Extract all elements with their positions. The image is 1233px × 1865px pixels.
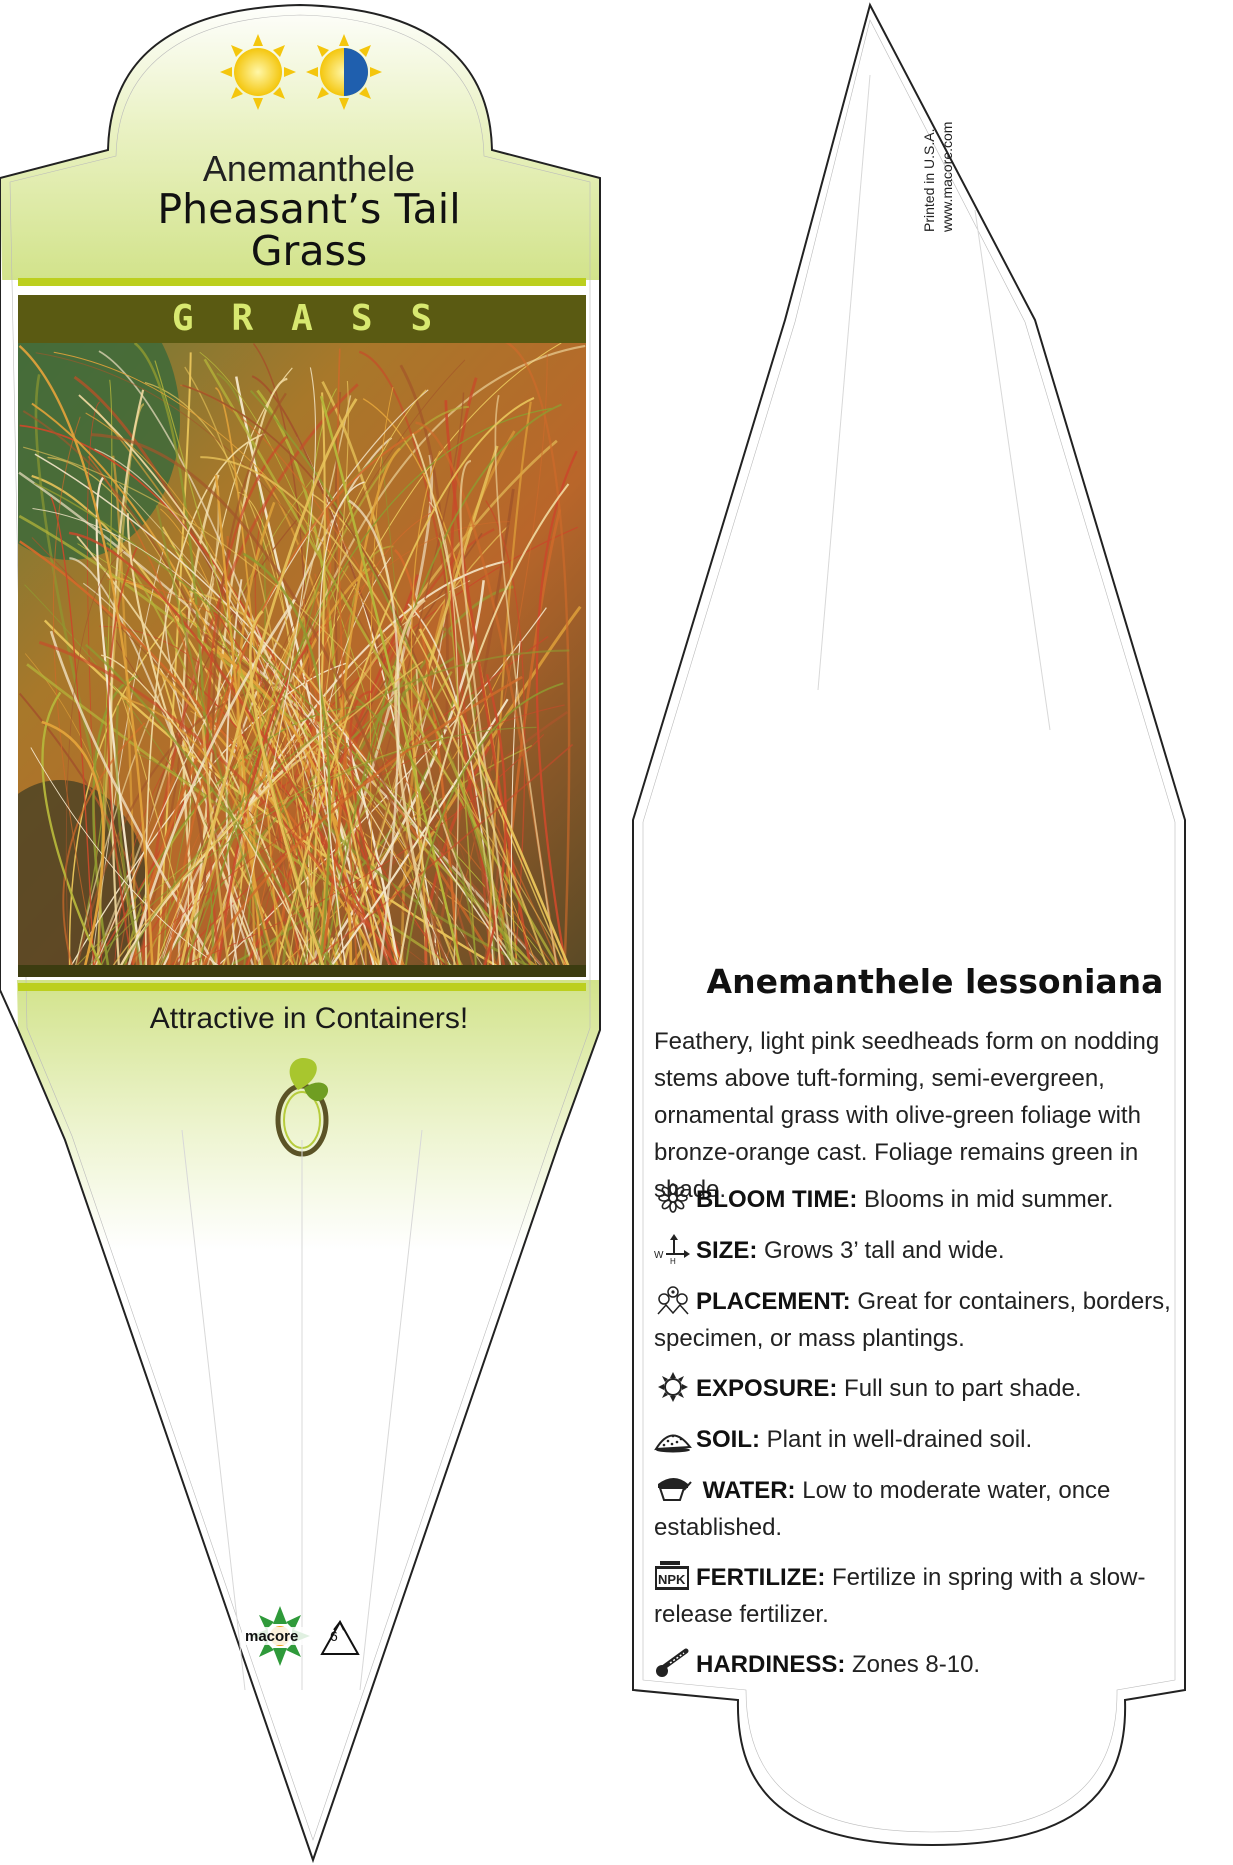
attr-value: Zones 8-10. [852, 1651, 981, 1678]
svg-text:H: H [670, 1257, 676, 1264]
sun-icon [654, 1372, 692, 1402]
attr-placement [654, 1283, 1224, 1357]
attr-label: PLACEMENT: [696, 1288, 851, 1315]
plant-description: Feathery, light pink seedheads form on nodding stems above tuft-forming, semi-evergreen, ornamental grass with olive-green foliage with bronze-orange cast. Foliage remains green in shade. [654, 1028, 1160, 1203]
attr-bloom-time [654, 1181, 1224, 1218]
attr-hardiness [654, 1646, 1224, 1683]
attr-value: Grows 3’ tall and wide. [764, 1237, 1005, 1264]
part-shade-icon [306, 34, 382, 110]
category-label: GRASS [171, 298, 471, 339]
thermometer-icon [654, 1648, 692, 1678]
attr-label: WATER: [702, 1477, 796, 1504]
size-arrows-icon [654, 1234, 692, 1264]
common-name-line2: Grass [250, 227, 368, 275]
recycle-code: 6 [330, 1628, 338, 1644]
botanical-name: Anemanthele lessoniana [706, 962, 1164, 1001]
attr-soil [654, 1421, 1224, 1458]
npk-icon [654, 1561, 692, 1591]
attr-label: FERTILIZE: [696, 1564, 826, 1591]
attr-fertilize [654, 1559, 1224, 1633]
printed-line2: www.macore.com [939, 121, 955, 232]
soil-pile-icon [654, 1423, 692, 1453]
attr-value: Full sun to part shade. [844, 1375, 1082, 1402]
printed-in-note [920, 122, 956, 232]
watering-can-icon [654, 1474, 692, 1504]
front-tag [0, 0, 600, 1865]
feature-tagline: Attractive in Containers! [149, 1002, 469, 1035]
common-name [18, 185, 600, 275]
full-sun-icon [220, 34, 296, 110]
attr-value: Great for containers, borders, specimen, or mass plantings. [654, 1288, 1171, 1352]
attr-value: Fertilize in spring with a slow-release fertilizer. [654, 1564, 1146, 1628]
attr-label: HARDINESS: [696, 1651, 846, 1678]
printed-line1: Printed in U.S.A. [921, 128, 937, 232]
attr-value: Low to moderate water, once established. [654, 1477, 1111, 1541]
attr-exposure [654, 1370, 1224, 1407]
brand-name: macore [245, 1628, 299, 1645]
attr-label: EXPOSURE: [696, 1375, 838, 1402]
plants-icon [654, 1285, 692, 1315]
attr-label: SIZE: [696, 1237, 758, 1264]
attr-water [654, 1472, 1224, 1546]
genus-name: Anemanthele [202, 148, 416, 189]
svg-text:NPK: NPK [658, 1572, 686, 1587]
svg-text:W: W [654, 1250, 664, 1261]
attr-label: BLOOM TIME: [696, 1186, 858, 1213]
attr-label: SOIL: [696, 1426, 760, 1453]
attr-value: Plant in well-drained soil. [766, 1426, 1033, 1453]
common-name-line1: Pheasant’s Tail [157, 185, 461, 233]
attr-size [654, 1232, 1224, 1269]
flower-icon [654, 1183, 692, 1213]
plant-photo [0, 280, 586, 1020]
attr-value: Blooms in mid summer. [863, 1186, 1114, 1213]
